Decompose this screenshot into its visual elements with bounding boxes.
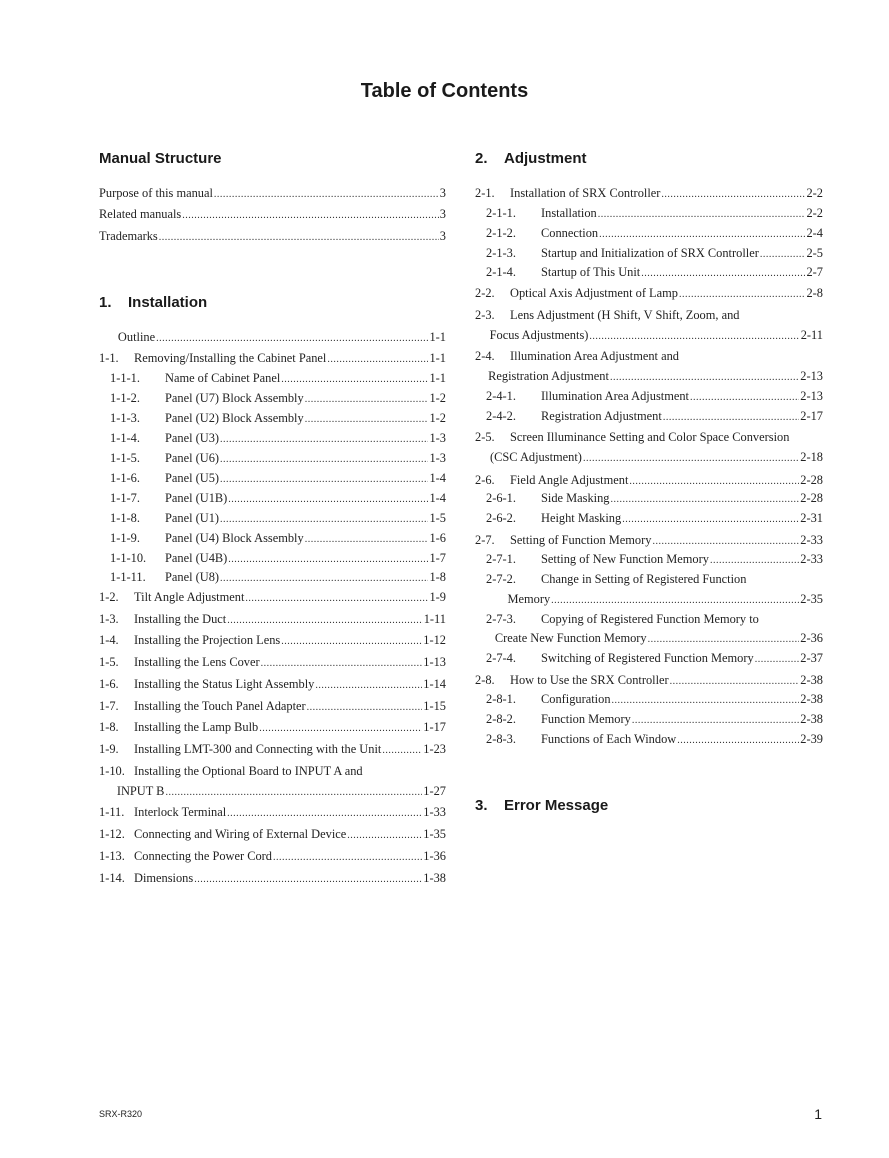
toc-entry-title: (CSC Adjustment)	[490, 450, 582, 464]
toc-entry	[99, 803, 446, 821]
toc-entry-title: Installation	[541, 206, 597, 220]
toc-entry	[99, 549, 446, 567]
dot-leader	[305, 411, 429, 429]
dot-leader	[182, 207, 439, 225]
dot-leader	[273, 849, 422, 867]
toc-entry-page: 1-2	[429, 391, 446, 405]
toc-entry-page: 1-1	[429, 351, 446, 365]
toc-entry-number: 1-4.	[99, 633, 119, 647]
toc-entry	[99, 762, 446, 780]
toc-entry-number: 1-1-10.	[110, 551, 147, 565]
toc-entry-number: 2-1-3.	[486, 246, 516, 260]
toc-entry-page: 1-13	[423, 655, 446, 669]
toc-entry-title: Installing the Status Light Assembly	[134, 677, 315, 691]
toc-entry-title: How to Use the SRX Controller	[510, 673, 669, 687]
toc-entry	[99, 429, 446, 447]
toc-entry-number: 2-7-3.	[486, 612, 516, 626]
toc-entry-number: 2-7-4.	[486, 651, 516, 665]
toc-entry	[475, 590, 823, 608]
toc-entry-page: 1-12	[423, 633, 446, 647]
toc-entry-page: 2-7	[806, 265, 823, 279]
toc-entry-page: 2-17	[800, 409, 823, 423]
dot-leader	[305, 391, 429, 409]
toc-entry-page: 2-11	[800, 328, 823, 342]
toc-entry-page: 3	[439, 229, 446, 243]
section-heading-adjustment	[475, 150, 587, 167]
dot-leader	[599, 226, 805, 244]
section-title: Error Message	[504, 797, 609, 814]
toc-entry-number: 1-12.	[99, 827, 125, 841]
toc-entry-title: Purpose of this manual	[99, 186, 213, 200]
toc-entry	[475, 671, 823, 689]
toc-entry-number: 1-1-3.	[110, 411, 140, 425]
toc-entry-page: 2-38	[800, 712, 823, 726]
toc-entry-number: 1-2.	[99, 590, 119, 604]
dot-leader	[315, 677, 422, 695]
dot-leader	[710, 552, 799, 570]
toc-entry	[99, 369, 446, 387]
toc-entry-number: 1-7.	[99, 699, 119, 713]
toc-entry-title: Panel (U3)	[165, 431, 220, 445]
toc-entry-page: 2-13	[800, 389, 823, 403]
dot-leader	[220, 471, 428, 489]
toc-entry-page: 3	[439, 186, 446, 200]
section-number: 2.	[475, 150, 488, 167]
toc-entry-title: Tilt Angle Adjustment	[134, 590, 245, 604]
toc-entry-number: 2-8.	[475, 673, 495, 687]
toc-entry-number: 1-1-1.	[110, 371, 140, 385]
toc-entry-page: 1-27	[423, 784, 446, 798]
toc-entry	[99, 588, 446, 606]
toc-entry-number: 1-1-5.	[110, 451, 140, 465]
toc-entry-number: 2-6.	[475, 473, 495, 487]
toc-entry-page: 2-5	[806, 246, 823, 260]
toc-entry-title: Focus Adjustments)	[489, 328, 589, 342]
toc-entry	[99, 568, 446, 586]
toc-entry	[99, 409, 446, 427]
toc-entry-number: 1-1-6.	[110, 471, 140, 485]
toc-entry-number: 1-1-11.	[110, 570, 146, 584]
toc-entry-number: 1-9.	[99, 742, 119, 756]
dot-leader	[610, 369, 799, 387]
toc-entry-page: 1-14	[423, 677, 446, 691]
toc-entry-page: 2-33	[800, 552, 823, 566]
dot-leader	[165, 784, 422, 802]
toc-entry-number: 1-11.	[99, 805, 125, 819]
dot-leader	[227, 805, 422, 823]
toc-entry-number: 2-7-2.	[486, 572, 516, 586]
toc-entry-number: 2-8-2.	[486, 712, 516, 726]
toc-entry	[99, 718, 446, 736]
dot-leader	[259, 720, 422, 738]
toc-entry	[475, 428, 823, 446]
toc-entry-page: 2-37	[800, 651, 823, 665]
toc-entry-title: Illumination Area Adjustment and	[510, 349, 679, 363]
dot-leader	[261, 655, 423, 673]
toc-entry-number: 2-1.	[475, 186, 495, 200]
toc-entry-number: 1-3.	[99, 612, 119, 626]
toc-entry-title: Installation of SRX Controller	[510, 186, 661, 200]
toc-entry-title: Registration Adjustment	[541, 409, 662, 423]
toc-entry-title: Name of Cabinet Panel	[165, 371, 281, 385]
toc-entry-title: Panel (U1)	[165, 511, 220, 525]
section-title: Installation	[128, 294, 208, 311]
dot-leader	[641, 265, 805, 283]
dot-leader	[663, 409, 799, 427]
footer-page-number: 1	[814, 1106, 822, 1122]
toc-entry	[99, 449, 446, 467]
toc-entry-title: Startup and Initialization of SRX Controller	[541, 246, 759, 260]
dot-leader	[281, 633, 422, 651]
dot-leader	[551, 592, 799, 610]
dot-leader	[622, 511, 799, 529]
toc-entry-page: 2-28	[800, 473, 823, 487]
toc-entry-page: 1-2	[429, 411, 446, 425]
toc-entry-title: Illumination Area Adjustment	[541, 389, 689, 403]
dot-leader	[159, 229, 439, 247]
toc-entry-page: 2-8	[806, 286, 823, 300]
toc-entry	[475, 509, 823, 527]
dot-leader	[227, 612, 423, 630]
toc-entry-title: Related manuals	[99, 207, 182, 221]
toc-entry-title: Connecting and Wiring of External Device	[134, 827, 347, 841]
toc-entry-title: Lens Adjustment (H Shift, V Shift, Zoom, and	[510, 308, 740, 322]
toc-entry	[99, 469, 446, 487]
toc-entry	[99, 349, 446, 367]
toc-entry-page: 1-38	[423, 871, 446, 885]
toc-entry-number: 1-1-4.	[110, 431, 140, 445]
dot-leader	[214, 186, 439, 204]
toc-entry-page: 1-9	[429, 590, 446, 604]
toc-entry-title: Functions of Each Window	[541, 732, 677, 746]
toc-entry-title: Panel (U4B)	[165, 551, 228, 565]
dot-leader	[228, 491, 428, 509]
toc-entry	[475, 284, 823, 302]
toc-entry-page: 2-38	[800, 692, 823, 706]
dot-leader	[611, 491, 800, 509]
toc-entry-page: 1-11	[423, 612, 446, 626]
dot-leader	[612, 692, 800, 710]
toc-entry	[99, 509, 446, 527]
toc-entry-title: Trademarks	[99, 229, 158, 243]
section-number: 3.	[475, 797, 488, 814]
dot-leader	[583, 450, 799, 468]
toc-entry	[475, 387, 823, 405]
toc-entry-title: Startup of This Unit	[541, 265, 641, 279]
toc-entry-number: 1-1-2.	[110, 391, 140, 405]
toc-entry	[99, 869, 446, 887]
footer-model-name: SRX-R320	[99, 1109, 143, 1119]
dot-leader	[652, 533, 799, 551]
dot-leader	[307, 699, 423, 717]
toc-entry-number: 2-5.	[475, 430, 495, 444]
toc-entry-title: Panel (U1B)	[165, 491, 228, 505]
toc-entry	[475, 347, 823, 365]
toc-entry-page: 2-13	[800, 369, 823, 383]
toc-entry-title: Outline	[117, 330, 156, 344]
toc-entry-title: Connecting the Power Cord	[134, 849, 272, 863]
toc-entry	[475, 448, 823, 466]
toc-entry-title: Setting of New Function Memory	[541, 552, 709, 566]
toc-entry-title: Installing LMT-300 and Connecting with the Unit	[134, 742, 382, 756]
toc-entry	[99, 740, 446, 758]
toc-entry	[475, 306, 823, 324]
toc-entry-page: 1-17	[423, 720, 446, 734]
dot-leader	[220, 451, 428, 469]
toc-entry-number: 1-1-8.	[110, 511, 140, 525]
dot-leader	[661, 186, 805, 204]
toc-entry-title: Panel (U2) Block Assembly	[165, 411, 304, 425]
toc-entry-page: 3	[439, 207, 446, 221]
toc-entry-page: 1-1	[429, 371, 446, 385]
dot-leader	[648, 631, 800, 649]
toc-entry	[99, 697, 446, 715]
dot-leader	[679, 286, 806, 304]
toc-entry-title: Memory	[507, 592, 551, 606]
toc-entry-title: Screen Illuminance Setting and Color Space Conversion	[510, 430, 790, 444]
toc-entry-title: Installing the Touch Panel Adapter	[134, 699, 306, 713]
dot-leader	[220, 511, 428, 529]
toc-entry	[475, 224, 823, 242]
toc-entry	[475, 471, 823, 489]
toc-entry-page: 2-36	[800, 631, 823, 645]
toc-entry-page: 2-31	[800, 511, 823, 525]
toc-entry-title: Setting of Function Memory	[510, 533, 652, 547]
toc-entry	[99, 489, 446, 507]
dot-leader	[156, 330, 428, 348]
toc-entry	[475, 531, 823, 549]
toc-entry-title: Interlock Terminal	[134, 805, 227, 819]
toc-entry-number: 2-2.	[475, 286, 495, 300]
dot-leader	[670, 673, 800, 691]
toc-entry-page: 1-6	[429, 531, 446, 545]
section-heading-installation	[99, 294, 207, 311]
dot-leader	[281, 371, 428, 389]
page-title: Table of Contents	[360, 80, 529, 102]
toc-entry-number: 1-1-7.	[110, 491, 140, 505]
toc-entry-number: 1-8.	[99, 720, 119, 734]
toc-entry-number: 2-7.	[475, 533, 495, 547]
toc-entry-page: 1-4	[429, 471, 446, 485]
toc-entry-page: 1-5	[429, 511, 446, 525]
toc-entry	[99, 825, 446, 843]
toc-entry-title: Panel (U6)	[165, 451, 220, 465]
toc-entry-page: 2-38	[800, 673, 823, 687]
toc-entry	[475, 629, 823, 647]
toc-entry-page: 2-28	[800, 491, 823, 505]
toc-entry	[99, 847, 446, 865]
toc-entry-title: Installing the Lamp Bulb	[134, 720, 259, 734]
section-number: 1.	[99, 294, 112, 311]
toc-entry-page: 1-8	[429, 570, 446, 584]
dot-leader	[220, 570, 428, 588]
toc-entry	[99, 389, 446, 407]
toc-entry	[475, 649, 823, 667]
dot-leader	[690, 389, 799, 407]
toc-entry-number: 2-1-2.	[486, 226, 516, 240]
toc-entry-number: 2-4-1.	[486, 389, 516, 403]
section-heading-manual-structure: Manual Structure	[99, 150, 222, 167]
toc-entry	[99, 610, 446, 628]
toc-entry	[99, 653, 446, 671]
dot-leader	[347, 827, 422, 845]
toc-entry-title: Copying of Registered Function Memory to	[541, 612, 759, 626]
toc-entry-title: Switching of Registered Function Memory	[541, 651, 754, 665]
toc-entry	[99, 675, 446, 693]
toc-entry-number: 2-6-1.	[486, 491, 516, 505]
toc-entry-title: Installing the Projection Lens	[134, 633, 281, 647]
dot-leader	[589, 328, 799, 346]
toc-entry-page: 2-2	[806, 206, 823, 220]
toc-entry-title: Installing the Optional Board to INPUT A and	[134, 764, 363, 778]
toc-entry	[475, 710, 823, 728]
toc-entry-title: Optical Axis Adjustment of Lamp	[510, 286, 678, 300]
toc-entry-number: 2-6-2.	[486, 511, 516, 525]
dot-leader	[598, 206, 806, 224]
toc-entry-page: 1-36	[423, 849, 446, 863]
toc-entry-number: 2-3.	[475, 308, 495, 322]
toc-entry-title: Panel (U8)	[165, 570, 220, 584]
toc-entry-page: 2-33	[800, 533, 823, 547]
toc-entry-title: Dimensions	[134, 871, 194, 885]
toc-entry	[475, 489, 823, 507]
toc-entry	[475, 570, 823, 588]
toc-entry-page: 1-33	[423, 805, 446, 819]
toc-entry	[475, 550, 823, 568]
toc-entry-title: Registration Adjustment	[488, 369, 609, 383]
toc-entry	[475, 326, 823, 344]
toc-entry-number: 1-10.	[99, 764, 125, 778]
toc-entry	[99, 328, 446, 346]
toc-entry-title: Installing the Duct	[134, 612, 227, 626]
toc-entry	[475, 204, 823, 222]
toc-entry	[99, 205, 446, 223]
section-heading-error-message	[475, 797, 608, 814]
toc-entry-title: Panel (U7) Block Assembly	[165, 391, 304, 405]
toc-entry	[475, 730, 823, 748]
toc-entry	[99, 782, 446, 800]
dot-leader	[220, 431, 428, 449]
dot-leader	[632, 712, 799, 730]
toc-entry-number: 2-4.	[475, 349, 495, 363]
toc-entry-number: 2-8-3.	[486, 732, 516, 746]
toc-entry-number: 1-1.	[99, 351, 119, 365]
toc-entry-title: Field Angle Adjustment	[510, 473, 629, 487]
toc-entry	[475, 407, 823, 425]
dot-leader	[677, 732, 799, 750]
toc-entry-number: 2-1-1.	[486, 206, 516, 220]
toc-entry-title: INPUT B	[116, 784, 165, 798]
dot-leader	[228, 551, 428, 569]
toc-entry-page: 1-7	[429, 551, 446, 565]
toc-entry-page: 1-3	[429, 451, 446, 465]
toc-entry-title: Panel (U5)	[165, 471, 220, 485]
toc-entry-number: 1-14.	[99, 871, 125, 885]
toc-entry-number: 2-7-1.	[486, 552, 516, 566]
toc-entry-title: Create New Function Memory	[494, 631, 647, 645]
toc-entry	[475, 367, 823, 385]
toc-entry-number: 2-8-1.	[486, 692, 516, 706]
toc-entry	[475, 184, 823, 202]
toc-entry-number: 1-1-9.	[110, 531, 140, 545]
toc-entry-page: 2-35	[800, 592, 823, 606]
toc-entry-title: Height Masking	[541, 511, 622, 525]
toc-entry-page: 2-18	[800, 450, 823, 464]
dot-leader	[194, 871, 422, 889]
toc-entry-title: Side Masking	[541, 491, 610, 505]
toc-entry-page: 1-23	[423, 742, 446, 756]
toc-entry	[99, 227, 446, 245]
toc-entry	[475, 610, 823, 628]
dot-leader	[327, 351, 428, 369]
toc-entry-title: Change in Setting of Registered Function	[541, 572, 747, 586]
dot-leader	[305, 531, 429, 549]
toc-entry-page: 1-15	[423, 699, 446, 713]
dot-leader	[382, 742, 422, 760]
toc-entry-page: 2-4	[806, 226, 823, 240]
toc-entry-page: 2-39	[800, 732, 823, 746]
toc-entry-title: Function Memory	[541, 712, 631, 726]
dot-leader	[245, 590, 428, 608]
toc-entry-page: 2-2	[806, 186, 823, 200]
toc-entry-title: Panel (U4) Block Assembly	[165, 531, 304, 545]
toc-entry	[475, 263, 823, 281]
toc-entry	[99, 529, 446, 547]
toc-entry-page: 1-1	[429, 330, 446, 344]
dot-leader	[760, 246, 806, 264]
toc-entry-page: 1-3	[429, 431, 446, 445]
dot-leader	[755, 651, 800, 669]
toc-entry-page: 1-4	[429, 491, 446, 505]
section-title: Adjustment	[504, 150, 587, 167]
toc-entry	[475, 244, 823, 262]
toc-entry-title: Installing the Lens Cover	[134, 655, 260, 669]
toc-entry-page: 1-35	[423, 827, 446, 841]
toc-entry	[99, 631, 446, 649]
toc-entry-number: 1-5.	[99, 655, 119, 669]
toc-entry-title: Removing/Installing the Cabinet Panel	[134, 351, 327, 365]
toc-entry-number: 2-4-2.	[486, 409, 516, 423]
toc-entry-number: 1-6.	[99, 677, 119, 691]
toc-entry-title: Configuration	[541, 692, 611, 706]
toc-entry-number: 2-1-4.	[486, 265, 516, 279]
toc-entry-number: 1-13.	[99, 849, 125, 863]
toc-entry	[99, 184, 446, 202]
toc-entry	[475, 690, 823, 708]
toc-entry-title: Connection	[541, 226, 599, 240]
